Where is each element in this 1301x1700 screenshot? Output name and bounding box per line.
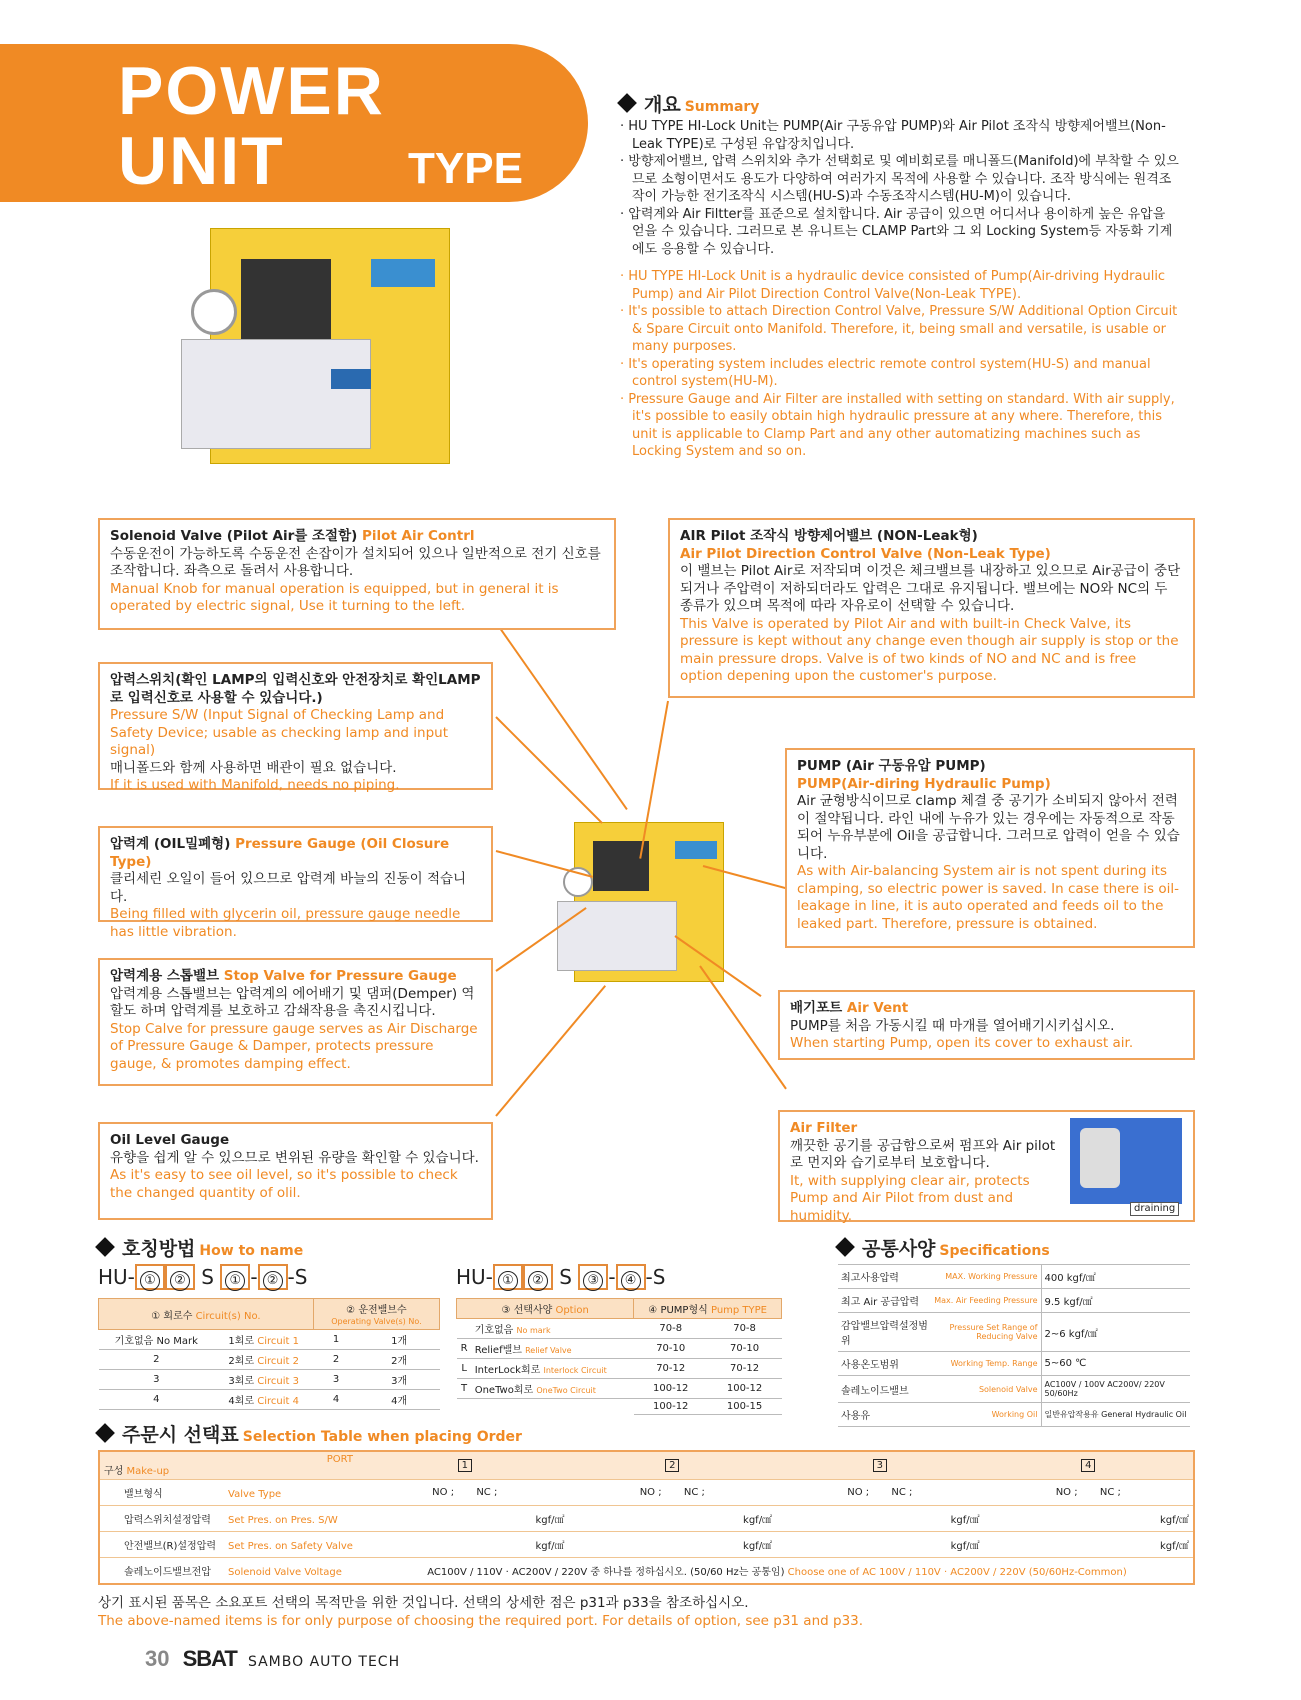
summary-en-3: · It's operating system includes electric remote control system(HU-S) and manual control system(HU-M). xyxy=(620,356,1180,391)
table-row: 2 2회로 Circuit 2 2 2개 xyxy=(99,1350,440,1370)
footnote: 상기 표시된 품목은 소요포트 선택의 목적만을 위한 것입니다. 선택의 상세한 점은 p31과 p33을 참조하십시오. The above-named items is for only purpose of choosing the required port. For details of option, see p31 and p33. xyxy=(98,1595,864,1629)
connector-line xyxy=(495,985,606,1117)
summary-text xyxy=(620,118,1180,461)
table-row: 밸브형식 Valve Type NO ; NC ; NO ; NC ; NO ; NC ; NO ; NC ; xyxy=(99,1479,1194,1505)
product-photo-center xyxy=(574,822,724,982)
table-row: 솔레노이드밸브전압 Solenoid Valve Voltage AC100V / 110V · AC200V / 220V 중 하나를 정하십시오. (50/60 Hz는 공통임) Choose one of AC 100V / 110V · AC200V / 220V (50/60Hz-Common) xyxy=(99,1557,1194,1584)
table-row: 사용유 Working Oil 일반유압작용유 General Hydraulic Oil xyxy=(838,1403,1190,1427)
footer xyxy=(145,1646,400,1672)
banner-power: POWER xyxy=(118,53,385,129)
table-row: 안전밸브(R)설정압력 Set Pres. on Safety Valve kgf/㎠ kgf/㎠ kgf/㎠ kgf/㎠ xyxy=(99,1531,1194,1557)
box-air-filter: Air Filter 깨끗한 공기를 공급함으로써 펌프와 Air pilot로 먼지와 습기로부터 보호합니다. It, with supplying clear air, protects Pump and Air Pilot from dust and humidity. draining xyxy=(778,1110,1195,1222)
howto-heading: 호칭방법 How to name xyxy=(98,1234,303,1261)
table-row: 100-12 100-15 xyxy=(457,1399,782,1415)
naming-table-2: ③ 선택사양 Option ④ PUMP형식 Pump TYPE 기호없음 No mark 70-8 70-8 R Relief밸브 Relief Valve 70-10 70-10 L InterLock회로 Interlock Circuit 70-12 70-12 T OneTwo회로 OneTwo Circuit 100-12 100-12 100-12 100-15 xyxy=(456,1298,782,1415)
diamond-icon xyxy=(835,1237,855,1257)
table-row: 3 3회로 Circuit 3 3 3개 xyxy=(99,1370,440,1390)
order-table: PORT 구성 Make-up 1 2 3 4 밸브형식 Valve Type NO ; NC ; NO ; NC ; NO ; NC ; NO ; NC ; 압력스위치설정압력 Set Pres. on Pres. S/W kgf/㎠ kgf/㎠ kgf/㎠ kgf/㎠ 안전밸브(R)설정압력 Set Pres. on Safety Valve kgf/㎠ kgf/㎠ kgf/㎠ kgf/㎠ 솔레노이드밸브전압 Solenoid Valve Voltage AC100V / 110V · AC200V / 220V 중 하나를 정하십시오. (50/60 Hz는 공통임) Choose one of AC 100V / 110V · AC200V / 220V (50/60Hz-Common) xyxy=(98,1450,1195,1585)
table-row: T OneTwo회로 OneTwo Circuit 100-12 100-12 xyxy=(457,1379,782,1399)
name-code-2: HU- ① ② S ③ - ④ -S xyxy=(456,1265,666,1289)
summary-en-2: · It's possible to attach Direction Control Valve, Pressure S/W Additional Option Circuit & Spare Circuit onto Manifold. Therefore, it, being small and versatile, is usable or many purposes. xyxy=(620,303,1180,356)
summary-en-4: · Pressure Gauge and Air Filter are installed with setting on standard. With air supply, it's possible to easily obtain high hydraulic pressure at any where. Therefore, this unit is applicable to Clamp Part and any other automatizing machines such as Locking System and so on. xyxy=(620,391,1180,461)
summary-heading: 개요 Summary xyxy=(620,90,759,117)
box-air-pilot-valve: AIR Pilot 조작식 방향제어밸브 (NON-Leak형) Air Pilot Direction Control Valve (Non-Leak Type) 이 밸브는 Pilot Air로 저작되며 이것은 체크밸브를 내장하고 있으므로 Air공급이 중단되거나 주압력이 저하되더라도 압력은 그대로 유지됩니다. 밸브에는 NO와 NC의 두 종류가 있으며 목적에 따라 자유로이 선택할 수 있습니다. This Valve is operated by Pilot Air and with built-in Check Valve, its pressure is kept without any change even though air supply is stop or the main pressure drops. Valve is of two kinds of NO and NC and is free option depening upon the customer's purpose. xyxy=(668,518,1195,698)
table-row: 감압밸브압력설정범위 Pressure Set Range of Reducing Valve 2~6 kgf/㎠ xyxy=(838,1313,1190,1352)
table-row: 4 4회로 Circuit 4 4 4개 xyxy=(99,1390,440,1410)
specs-table xyxy=(838,1264,1190,1427)
order-heading: 주문시 선택표 Selection Table when placing Order xyxy=(98,1420,522,1447)
table-row: 솔레노이드밸브 Solenoid Valve AC100V / 100V AC200V/ 220V 50/60Hz xyxy=(838,1376,1190,1403)
diamond-icon xyxy=(95,1423,115,1443)
table-row: 기호없음 No Mark 1회로 Circuit 1 1 1개 xyxy=(99,1330,440,1350)
box-pressure-gauge: 압력계 (OIL밀폐형) Pressure Gauge (Oil Closure Type) 클리세린 오일이 들어 있으므로 압력계 바늘의 진동이 적습니다. Being filled with glycerin oil, pressure gauge needle has little vibration. xyxy=(98,826,493,922)
box-stop-valve: 압력계용 스톱밸브 Stop Valve for Pressure Gauge 압력계용 스톱밸브는 압력계의 에어배기 및 댐퍼(Demper) 역할도 하며 압력계를 보호하고 감쇄작용을 촉진시킵니다. Stop Calve for pressure gauge serves as Air Discharge of Pressure Gauge & Damper, protects pressure gauge, & promotes damping effect. xyxy=(98,958,493,1086)
summary-en-1: · HU TYPE HI-Lock Unit is a hydraulic device consisted of Pump(Air-driving Hydraulic Pump) and Air Pilot Direction Control Valve(Non-Leak TYPE). xyxy=(620,268,1180,303)
product-photo-top xyxy=(210,228,450,464)
table-row: L InterLock회로 Interlock Circuit 70-12 70-12 xyxy=(457,1359,782,1379)
diamond-icon xyxy=(617,93,637,113)
box-pump: PUMP (Air 구동유압 PUMP) PUMP(Air-diring Hydraulic Pump) Air 균형방식이므로 clamp 체결 중 공기가 소비되지 않아서 전력이 절약됩니다. 라인 내에 누유가 있는 경우에는 자동적으로 작동되어 누유부분에 Oil을 공급합니다. 그러므로 압력이 얻을 수 있습니다. As with Air-balancing System air is not spent during its clamping, so electric power is saved. In case there is oil-leakage in line, it is auto operated and feeds oil to the leaked part. Therefore, pressure is obtained. xyxy=(785,748,1195,948)
company-name: SAMBO AUTO TECH xyxy=(247,1654,401,1670)
box-air-vent: 배기포트 Air Vent PUMP를 처음 가동시킬 때 마개를 열어배기시키십시오. When starting Pump, open its cover to exhaust air. xyxy=(778,990,1195,1060)
table-row: 기호없음 No mark 70-8 70-8 xyxy=(457,1319,782,1339)
banner-type: TYPE xyxy=(408,144,523,193)
title-banner xyxy=(0,44,588,202)
table-row: 최고사용압력 MAX. Working Pressure 400 kgf/㎠ xyxy=(838,1265,1190,1289)
name-code-1: HU- ① ② S ① - ② -S xyxy=(98,1265,308,1289)
page-number: 30 xyxy=(145,1646,170,1671)
air-filter-photo xyxy=(1070,1118,1182,1204)
summary-ko-2: · 방향제어밸브, 압력 스위치와 추가 선택회로 및 예비회로를 매니폴드(Manifold)에 부착할 수 있으므로 소형이면서도 용도가 다양하여 여러가지 목적에 사용할 수 있습니다. 조작 방식에는 원격조작이 가능한 전기조작식 시스템(HU-S)과 수동조작시스템(HU-M)이 있습니다. xyxy=(620,153,1180,206)
table-row: 사용온도범위 Working Temp. Range 5~60 ℃ xyxy=(838,1352,1190,1376)
company-logo: SBAT xyxy=(182,1646,237,1671)
box-oil-level-gauge: Oil Level Gauge 유향을 쉽게 알 수 있으므로 변위된 유량을 확인할 수 있습니다. As it's easy to see oil level, so it's possible to check the changed quantity of olil. xyxy=(98,1122,493,1220)
banner-unit: UNIT xyxy=(118,123,285,199)
table-row: R Relief밸브 Relief Valve 70-10 70-10 xyxy=(457,1339,782,1359)
box-pressure-switch: 압력스위치(확인 LAMP의 입력신호와 안전장치로 확인LAMP로 입력신호로 사용할 수 있습니다.) Pressure S/W (Input Signal of Checking Lamp and Safety Device; usable as checking lamp and input signal) 매니폴드와 함께 사용하면 배관이 필요 없습니다. If it is used with Manifold, needs no piping. xyxy=(98,662,493,790)
box-solenoid-valve: Solenoid Valve (Pilot Air를 조절함) Pilot Air Contrl 수동운전이 가능하도록 수동운전 손잡이가 설치되어 있으나 일반적으로 전기 신호를 조작합니다. 좌측으로 돌려서 사용합니다. Manual Knob for manual operation is equipped, but in general it is operated by electric signal, Use it turning to the left. xyxy=(98,518,616,630)
connector-line xyxy=(495,716,602,823)
table-row: 최고 Air 공급압력 Max. Air Feeding Pressure 9.5 kgf/㎠ xyxy=(838,1289,1190,1313)
draining-label: draining xyxy=(1130,1202,1179,1216)
table-row: 압력스위치설정압력 Set Pres. on Pres. S/W kgf/㎠ kgf/㎠ kgf/㎠ kgf/㎠ xyxy=(99,1505,1194,1531)
specs-heading: 공통사양 Specifications xyxy=(838,1234,1050,1261)
summary-ko-1: · HU TYPE HI-Lock Unit는 PUMP(Air 구동유압 PUMP)와 Air Pilot 조작식 방향제어밸브(Non-Leak TYPE)로 구성된 유압장치입니다. xyxy=(620,118,1180,153)
diamond-icon xyxy=(95,1237,115,1257)
naming-table-1: ① 회로수 Circuit(s) No. ② 운전밸브수 Operating Valve(s) No. 기호없음 No Mark 1회로 Circuit 1 1 1개 2 2회로 Circuit 2 2 2개 3 3회로 Circuit 3 3 3개 4 4회로 Circuit 4 4 4개 xyxy=(98,1298,440,1410)
summary-ko-3: · 압력계와 Air Filtter를 표준으로 설치합니다. Air 공급이 있으면 어디서나 용이하게 높은 유압을 얻을 수 있습니다. 그러므로 본 유니트는 CLAMP Part와 그 외 Locking System등 자동화 기계에도 응용할 수 있습니다. xyxy=(620,206,1180,259)
